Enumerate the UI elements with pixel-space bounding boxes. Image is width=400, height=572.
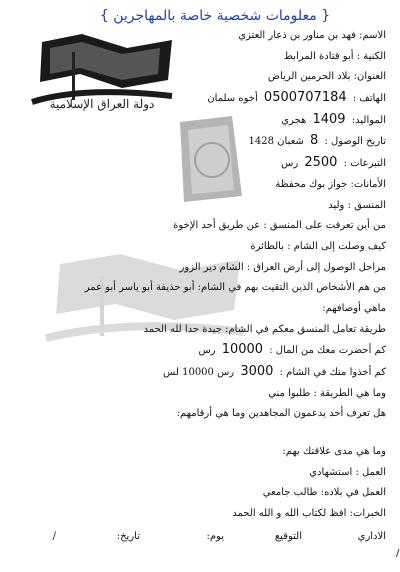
footer-date: تاريخ: xyxy=(116,531,140,542)
field-donations: التبرعات : 2500 رس xyxy=(281,155,386,171)
field-treatment: طريقة تعامل المنسق معكم في الشام: جيدة جدا لله الحمد xyxy=(143,323,386,335)
field-experience: الخبرات: افظ لكتاب الله و الله الحمد xyxy=(232,508,386,520)
field-kunya: الكنية : أبو قتادة المرابط xyxy=(283,50,386,62)
field-supporters: هل تعرف أحد يدعمون المجاهدين وما هي أرقامهم: xyxy=(176,408,386,420)
field-relationship: وما هي مدى علاقتك بهم: xyxy=(282,446,386,458)
field-coordinator: المنسق : وليد xyxy=(328,199,386,211)
field-descriptions: ماهي أوصافهم: xyxy=(322,302,386,314)
field-people-met: من هم الأشخاص الذين التقيت بهم في الشام: أبو حذيفة أبو ياسر أبو عمر xyxy=(84,282,386,294)
logo-text-top: دولة العراق الإسلامية xyxy=(49,97,155,111)
field-home-work: العمل في بلاده: طالب جامعي xyxy=(262,487,386,499)
field-work: العمل : استشهادي xyxy=(309,466,386,478)
footer-signature: التوقيع xyxy=(274,531,302,542)
footer-admin: الاداري xyxy=(357,531,386,542)
field-how-met: من أين تعرفت على المنسق : عن طريق أحد الإخوة xyxy=(173,220,386,232)
field-name: الاسم: فهد بن مناور بن ذعار العتزي xyxy=(238,30,386,41)
spacer xyxy=(14,429,386,446)
footer-slash-2: / xyxy=(396,548,400,559)
field-deposits: الأمانات: جواز بوك محفظة xyxy=(275,178,386,190)
signature-footer xyxy=(20,531,386,545)
personal-info-fields xyxy=(14,30,386,529)
field-money-brought: كم أحضرت معك من المال : 10000 رس xyxy=(198,342,386,358)
field-route: مراحل الوصول إلى أرض العراق : الشام دير الزور xyxy=(179,261,386,273)
field-birth: المواليد: 1409 هجري xyxy=(281,111,386,127)
footer-day: يوم: xyxy=(206,531,224,542)
field-method: وما هي الطريقة : طلبوا مني xyxy=(268,387,386,399)
field-phone: الهاتف : 0500707184 أخوه سلمان xyxy=(207,90,386,106)
field-arrival-date: تاريخ الوصول : 8 شعبان 1428 xyxy=(248,133,386,149)
footer-slash-1: / xyxy=(52,531,56,542)
field-arrival-method: كيف وصلت إلى الشام : بالطائرة xyxy=(250,240,386,252)
field-address: العنوان: بلاد الحرمين الرياض xyxy=(267,71,386,83)
field-money-taken: كم أخذوا منك في الشام : 3000 رس 10000 لس xyxy=(163,364,386,379)
page-title: { معلومات شخصية خاصة بالمهاجرين } xyxy=(99,8,331,24)
